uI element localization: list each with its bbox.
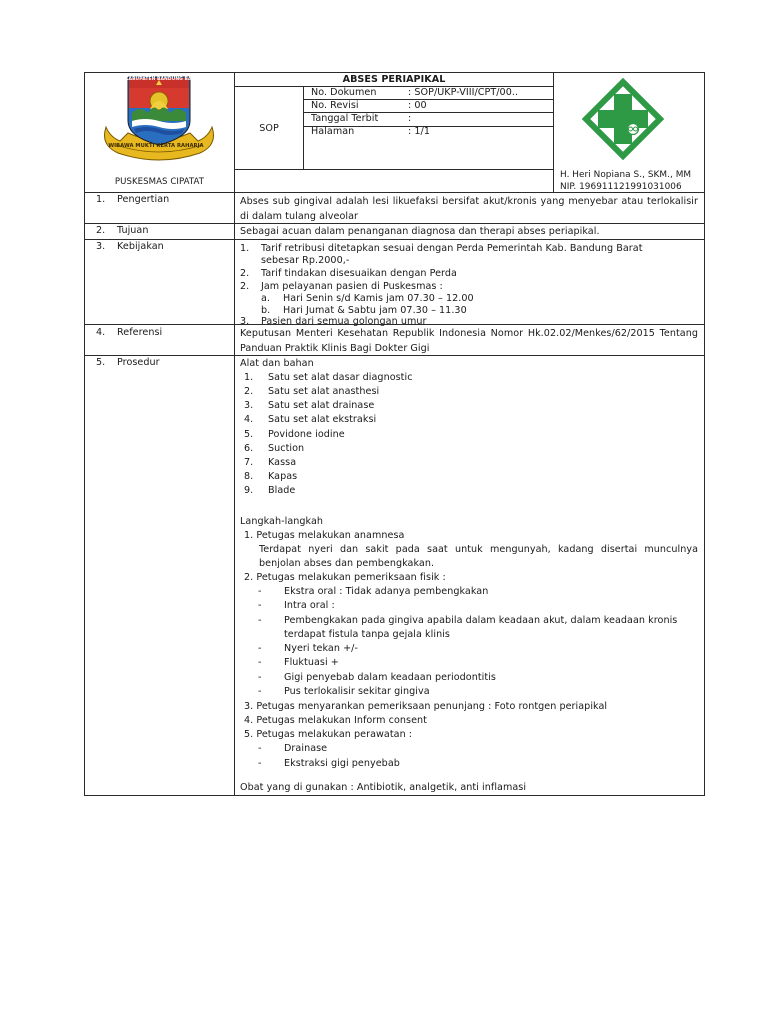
langkah-step-5: 5. Petugas melakukan perawatan : — [244, 729, 413, 740]
row-label-referensi: Referensi — [117, 327, 163, 338]
alat-num: 2. — [244, 386, 254, 397]
alat-num: 7. — [244, 457, 254, 468]
langkah-title: Langkah-langkah — [240, 516, 324, 527]
meta-value-tanggal-terbit: : — [408, 113, 412, 124]
meta-label-halaman: Halaman — [311, 126, 355, 137]
alat-num: 8. — [244, 471, 254, 482]
kebijakan-subitem-num: a. — [261, 293, 271, 304]
dash: - — [258, 672, 262, 683]
alat-item: Blade — [268, 485, 296, 496]
document-title: ABSES PERIAPIKAL — [342, 74, 446, 85]
kebijakan-item-num: 2. — [240, 268, 250, 279]
alat-num: 5. — [244, 429, 254, 440]
kebijakan-item-num: 1. — [240, 243, 250, 254]
dash: - — [258, 600, 262, 611]
fisik-item: Intra oral : — [284, 600, 335, 611]
sop-label: SOP — [259, 123, 279, 134]
langkah-step-1-detail: Terdapat nyeri dan sakit pada saat untuk mengunyah, kadang disertai munculnya benjolan abses dan pembengkakan. — [259, 544, 698, 569]
dash: - — [258, 758, 262, 769]
langkah-step-4: 4. Petugas melakukan Inform consent — [244, 715, 427, 726]
meta-label-no-revisi: No. Revisi — [311, 100, 359, 111]
fisik-item-continuation: terdapat fistula tanpa gejala klinis — [284, 629, 450, 640]
langkah-step-3: 3. Petugas menyarankan pemeriksaan penunjang : Foto rontgen periapikal — [244, 701, 608, 712]
dash: - — [258, 686, 262, 697]
alat-item: Suction — [268, 443, 305, 454]
kebijakan-subitem-num: b. — [261, 305, 271, 316]
fisik-item: Gigi penyebab dalam keadaan periodontitis — [284, 672, 496, 683]
meta-value-no-dokumen: : SOP/UKP-VIII/CPT/00.. — [408, 87, 519, 98]
row-label-tujuan: Tujuan — [117, 225, 149, 236]
alat-num: 6. — [244, 443, 254, 454]
kebijakan-subitem: Hari Jumat & Sabtu jam 07.30 – 11.30 — [283, 305, 467, 316]
divider-row2 — [84, 239, 705, 240]
divider-col1 — [234, 72, 235, 796]
tujuan-text: Sebagai acuan dalam penanganan diagnosa dan therapi abses periapikal. — [240, 226, 600, 237]
alat-num: 3. — [244, 400, 254, 411]
row-num-kebijakan: 3. — [96, 241, 106, 252]
fisik-item: Nyeri tekan +/- — [284, 643, 358, 654]
dash: - — [258, 643, 262, 654]
row-num-prosedur: 5. — [96, 357, 106, 368]
kebijakan-item: Tarif tindakan disesuaikan dengan Perda — [261, 268, 457, 279]
langkah-step-2: 2. Petugas melakukan pemeriksaan fisik : — [244, 572, 446, 583]
fisik-item: Ekstra oral : Tidak adanya pembengkakan — [284, 586, 489, 597]
meta-label-no-dokumen: No. Dokumen — [311, 87, 377, 98]
fisik-item: Fluktuasi + — [284, 657, 339, 668]
kebijakan-item: Tarif retribusi ditetapkan sesuai dengan Perda Pemerintah Kab. Bandung Barat — [261, 243, 643, 254]
signer-nip: NIP. 196911121991031006 — [560, 182, 682, 192]
sop-document — [84, 72, 705, 796]
alat-title: Alat dan bahan — [240, 358, 314, 369]
alat-item: Satu set alat anasthesi — [268, 386, 380, 397]
pengertian-text: Abses sub gingival adalah lesi likuefaksi bersifat akut/kronis yang menyebar atau terlokalisir di dalam tulang alveolar — [240, 196, 698, 222]
meta-label-tanggal-terbit: Tanggal Terbit — [311, 113, 379, 124]
logo-left-text-bottom: WIBAWA MUKTI KERTA RAHARJA — [108, 143, 204, 149]
kebijakan-item: sebesar Rp.2000,- — [261, 255, 350, 266]
kebijakan-item-num: 2. — [240, 281, 250, 292]
perawatan-item: Drainase — [284, 743, 328, 754]
alat-item: Satu set alat ekstraksi — [268, 414, 377, 425]
alat-num: 1. — [244, 372, 254, 383]
dash: - — [258, 586, 262, 597]
kebijakan-item: Pasien dari semua golongan umur — [261, 316, 427, 327]
puskesmas-cross-logo-icon — [582, 78, 664, 160]
fisik-item: Pembengkakan pada gingiva apabila dalam keadaan akut, dalam keadaan kronis — [284, 615, 678, 626]
alat-item: Povidone iodine — [268, 429, 345, 440]
fisik-item: Pus terlokalisir sekitar gingiva — [284, 686, 430, 697]
alat-item: Kapas — [268, 471, 298, 482]
row-label-prosedur: Prosedur — [117, 357, 160, 368]
perawatan-item: Ekstraksi gigi penyebab — [284, 758, 400, 769]
row-label-kebijakan: Kebijakan — [117, 241, 164, 252]
obat-text: Obat yang di gunakan : Antibiotik, analgetik, anti inflamasi — [240, 782, 527, 793]
alat-item: Satu set alat dasar diagnostic — [268, 372, 413, 383]
dash: - — [258, 743, 262, 754]
row-num-tujuan: 2. — [96, 225, 106, 236]
row-num-referensi: 4. — [96, 327, 106, 338]
alat-num: 9. — [244, 485, 254, 496]
border-bottom — [84, 795, 705, 796]
referensi-text: Keputusan Menteri Kesehatan Republik Indonesia Nomor Hk.02.02/Menkes/62/2015 Tentang Panduan Praktik Klinis Bagi Dokter Gigi — [240, 328, 698, 354]
border-right — [704, 72, 705, 796]
dash: - — [258, 615, 262, 626]
divider-col-right — [553, 72, 554, 192]
signer-name: H. Heri Nopiana S., SKM., MM — [560, 170, 692, 180]
row-label-pengertian: Pengertian — [117, 194, 170, 205]
dash: - — [258, 657, 262, 668]
kebijakan-item-num: 3. — [240, 316, 250, 327]
alat-item: Kassa — [268, 457, 297, 468]
meta-value-no-revisi: : 00 — [408, 100, 427, 111]
divider-header-mid — [234, 169, 554, 170]
alat-item: Satu set alat drainase — [268, 400, 375, 411]
langkah-step-1: 1. Petugas melakukan anamnesa — [244, 530, 405, 541]
logo-left-text-top: KABUPATEN BANDUNG BARAT — [125, 77, 202, 82]
kebijakan-subitem: Hari Senin s/d Kamis jam 07.30 – 12.00 — [283, 293, 474, 304]
meta-value-halaman: : 1/1 — [408, 126, 430, 137]
puskesmas-name: PUSKESMAS CIPATAT — [114, 177, 205, 187]
row-num-pengertian: 1. — [96, 194, 106, 205]
kebijakan-item: Jam pelayanan pasien di Puskesmas : — [261, 281, 443, 292]
alat-num: 4. — [244, 414, 254, 425]
